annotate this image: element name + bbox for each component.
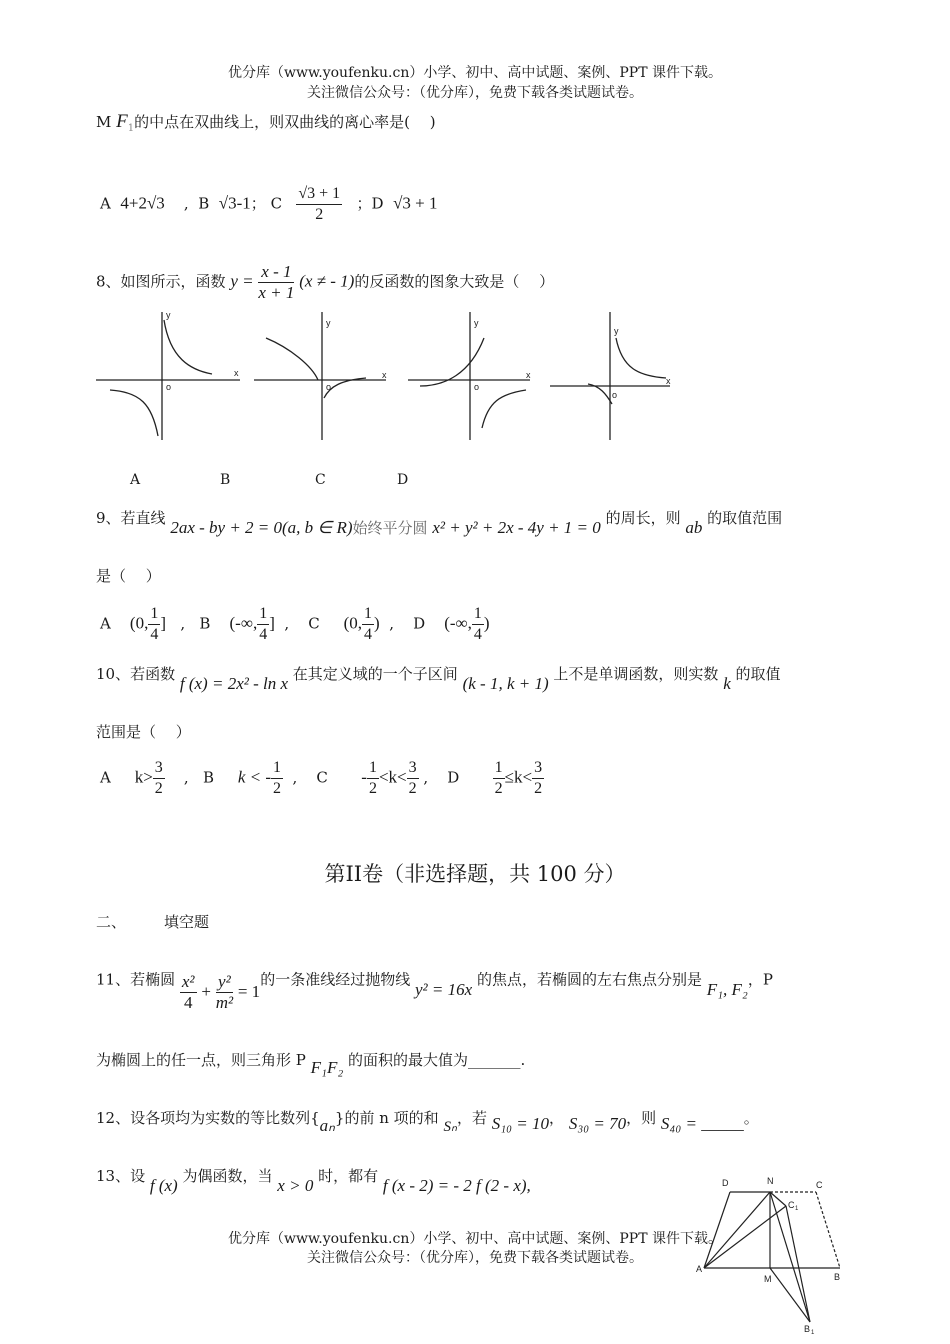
fig-label-c1: C <box>788 1200 795 1210</box>
fig-label-b1: B <box>804 1324 811 1334</box>
section-2-number: 二、 <box>96 913 127 931</box>
graph-c <box>408 312 530 440</box>
graph-c-x-label: x <box>526 370 531 380</box>
fig-label-c1-sub: 1 <box>795 1206 799 1212</box>
q11-stem: 11、若椭圆 $\frac{\text{x²}}{4}$ + $\frac{\text{y²}}{\text{m²}}$ = 1的一条准线经过抛物线 y² = 16x 的焦点，若椭圆的左右焦点分别是 F₁, F₂，P <box>96 970 773 1012</box>
header-line-1: 优分库（www.youfenku.cn）小学、初中、高中试题、案例、PPT 课件下载。 <box>227 65 722 81</box>
section-2-name: 填空题 <box>164 913 210 931</box>
graph-b-y-label: y <box>326 318 331 328</box>
header-line-2: 关注微信公众号：（优分库），免费下载各类试题试卷。 <box>307 85 643 101</box>
graph-label-b: B <box>220 472 231 488</box>
footer-line-2: 关注微信公众号：（优分库），免费下载各类试题试卷。 <box>307 1250 643 1266</box>
q9-stem: 9、若直线 2ax - by + 2 = 0(a, b ∈ R)始终平分圆 x² + y² + 2x - 4y + 1 = 0 的周长，则 ab 的取值范围 <box>96 509 783 537</box>
graph-c-origin: o <box>474 382 480 392</box>
graph-b-origin: o <box>326 382 332 392</box>
fig-label-b1-sub: 1 <box>811 1330 815 1336</box>
graph-d-origin: o <box>612 390 618 400</box>
fig-label-c: C <box>816 1180 823 1190</box>
graph-d <box>550 312 670 440</box>
graph-a <box>96 312 240 440</box>
graph-c-y-label: y <box>474 318 479 328</box>
q13-stem: 13、设 f (x) 为偶函数，当 x > 0 时，都有 f (x - 2) = - 2 f (2 - x), <box>96 1167 531 1195</box>
q10-options: A k> $\frac{3}{2}$ , B k < - $\frac{1}{2}$ , C - $\frac{1}{2}$ <k< $\frac{3}{2}$ , D $\frac{1}{2}$ ≤k< $\frac{3}{2}$ <box>100 759 543 797</box>
graph-d-y-label: y <box>614 326 619 336</box>
fig-label-a: A <box>696 1264 703 1274</box>
section-title: 第II卷（非选择题，共 100 分） <box>324 862 626 886</box>
q7-options: A 4+2√3 , B √3-1； C $\frac{√3 + 1}{2}$ ；D √3 + 1 <box>100 185 438 223</box>
graph-d-x-label: x <box>666 376 671 386</box>
graph-label-a: A <box>130 472 141 488</box>
q9-line2: 是（ ） <box>96 567 161 585</box>
q7-stem: M $F_1$的中点在双曲线上，则双曲线的离心率是( ) <box>96 111 436 134</box>
q11-line2: 为椭圆上的任一点，则三角形 P F₁F₂ 的面积的最大值为_______. <box>96 1051 526 1077</box>
graph-a-origin: o <box>166 382 172 392</box>
fig-label-d: D <box>722 1178 729 1188</box>
fig-label-n: N <box>767 1176 774 1186</box>
graph-a-x-label: x <box>234 368 239 378</box>
q8-graphs <box>90 308 690 448</box>
graph-b <box>254 312 386 440</box>
q10-stem: 10、若函数 f (x) = 2x² - ln x 在其定义域的一个子区间 (k - 1, k + 1) 上不是单调函数，则实数 k 的取值 <box>96 665 781 693</box>
graph-b-x-label: x <box>382 370 387 380</box>
graph-label-d: D <box>397 472 409 488</box>
q12-stem: 12、设各项均为实数的等比数列{aₙ}的前 n 项的和 Sₙ，若 S₁₀ = 10， S₃₀ = 70，则 S₄₀ = _____。 <box>96 1109 759 1135</box>
q10-line2: 范围是（ ） <box>96 723 191 741</box>
graph-label-c: C <box>315 472 326 488</box>
q8-stem: 8、如图所示，函数 y = $\frac{x - 1}{x + 1}$ (x ≠ - 1)的反函数的图象大致是（ ） <box>96 262 555 302</box>
q9-options: A (0, $\frac{1}{4}$ ] , B (-∞, $\frac{1}{4}$ ] , C (0, $\frac{1}{4}$ ) , D (-∞, $\frac{1}{4}$ ) <box>100 605 490 643</box>
graph-a-y-label: y <box>166 310 171 320</box>
footer-line-1: 优分库（www.youfenku.cn）小学、初中、高中试题、案例、PPT 课件下载。 <box>227 1231 722 1247</box>
fig-label-b: B <box>834 1272 841 1282</box>
fig-label-m: M <box>764 1274 772 1284</box>
